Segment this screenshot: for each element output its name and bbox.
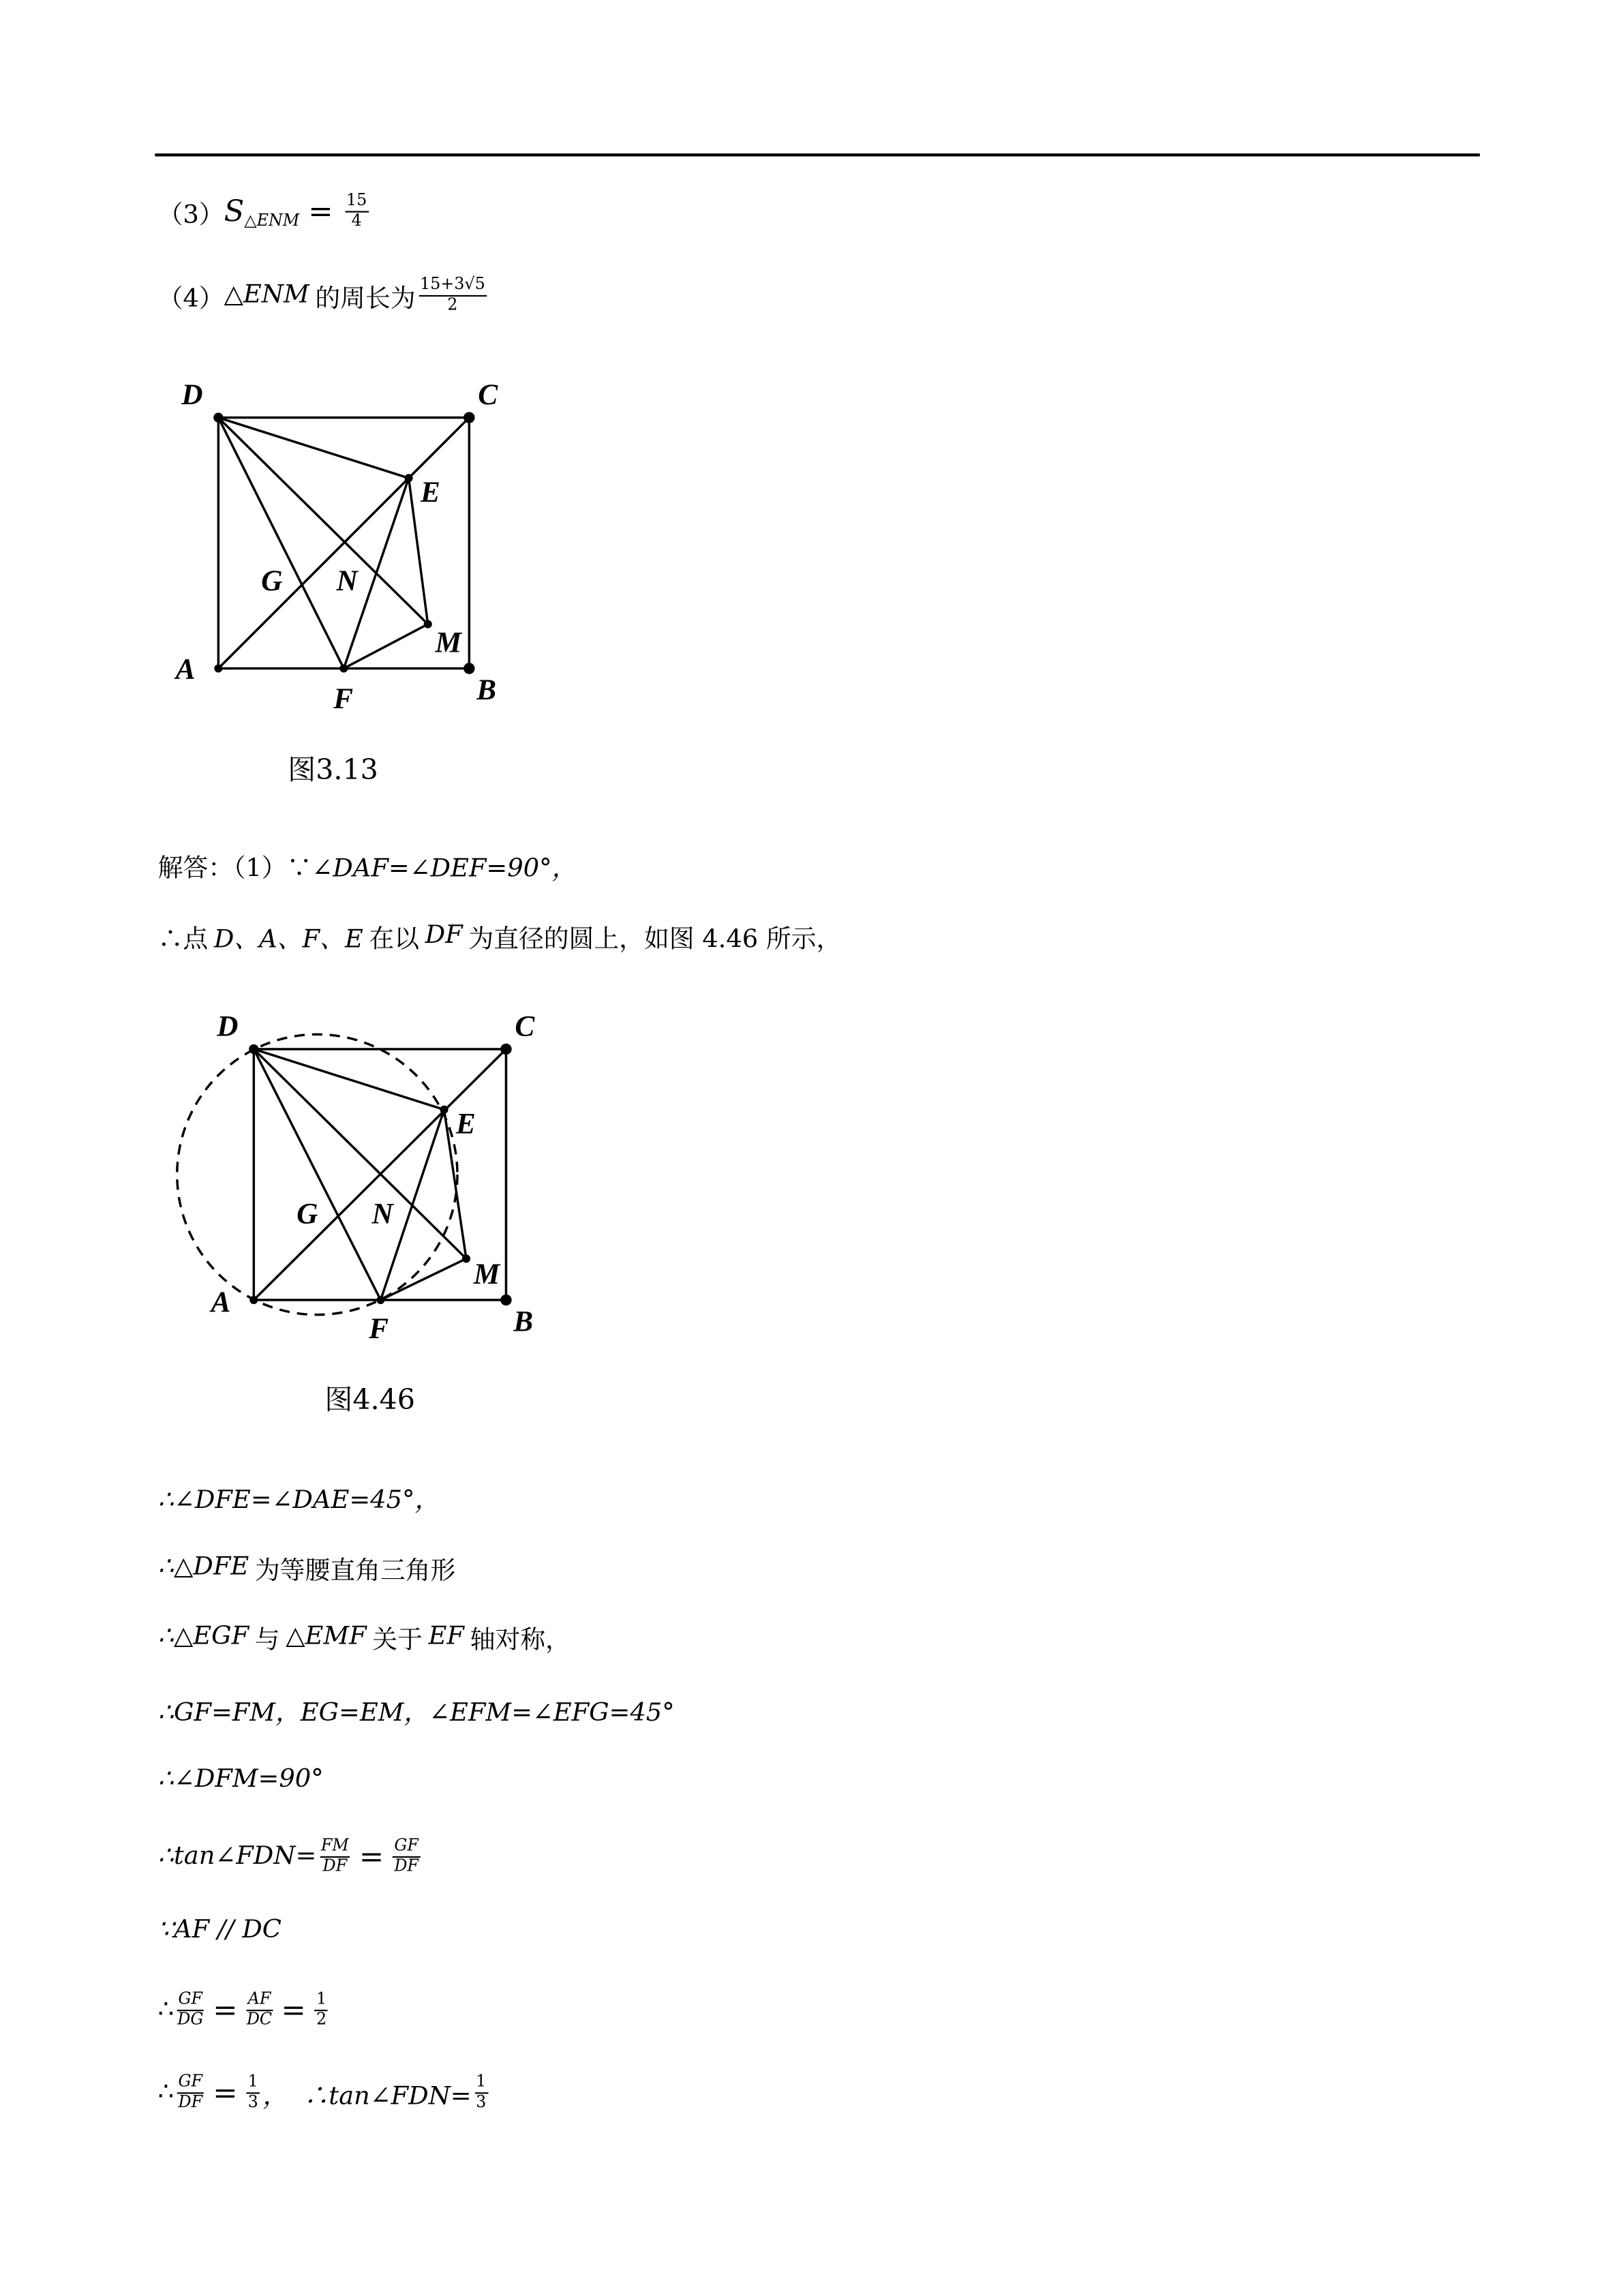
equals: =: [308, 193, 333, 229]
step-7: [158, 1901, 282, 1960]
math: ∴tan∠FDN=: [157, 1841, 317, 1871]
label-d: D: [217, 1010, 239, 1043]
text: 关于: [372, 1625, 423, 1655]
numerator: 15+3√5: [419, 275, 487, 296]
denominator: 4: [351, 210, 362, 230]
step-8: [158, 1980, 331, 2040]
text: 解答：（1）∵: [157, 854, 312, 883]
fraction: [247, 1991, 273, 2029]
denominator: 3: [476, 2091, 487, 2111]
numerator: FM: [320, 1837, 350, 1857]
step-9: [158, 2063, 491, 2122]
label-e: E: [455, 1107, 476, 1141]
segment-de: [254, 1049, 444, 1110]
item-label: （3）: [157, 200, 224, 230]
denominator: DF: [394, 1855, 419, 1875]
label-b: B: [476, 673, 497, 706]
figure-caption: 图4.46: [324, 1384, 415, 1417]
math: △EMF: [286, 1621, 367, 1652]
perimeter-text: 的周长为: [315, 284, 416, 314]
numerator: 15: [345, 192, 369, 212]
item-label: （4）: [157, 284, 224, 314]
math: DF: [425, 920, 463, 950]
equals: =: [281, 1992, 306, 2028]
step-6: [158, 1827, 423, 1886]
label-a: A: [175, 652, 196, 686]
segment-dm: [218, 418, 427, 624]
step-4: [158, 1679, 675, 1738]
solution-line-1: [158, 835, 577, 894]
label-f: F: [369, 1312, 389, 1346]
numerator: GF: [177, 1991, 204, 2011]
denominator: 2: [316, 2008, 327, 2029]
text: 为等腰直角三角形: [254, 1556, 456, 1586]
segment-df: [254, 1049, 380, 1300]
fraction: [320, 1837, 350, 1875]
denominator: DC: [246, 2008, 273, 2029]
label-b: B: [513, 1305, 534, 1338]
numerator: 1: [247, 2073, 260, 2094]
step-5: [158, 1750, 324, 1809]
text: 轴对称，: [470, 1625, 571, 1655]
equals: =: [213, 1992, 238, 2028]
fraction: [177, 2073, 204, 2112]
math: ∵AF // DC: [157, 1915, 282, 1945]
denominator: DF: [322, 1855, 348, 1875]
text: 与: [254, 1625, 280, 1655]
step-2: [158, 1537, 456, 1597]
triangle-name: △ENM: [224, 280, 309, 310]
segment-de: [218, 418, 408, 479]
fraction: [474, 2073, 487, 2112]
denominator: 2: [447, 294, 458, 314]
text: ∴点: [157, 924, 209, 954]
text: 为直径的圆上，如图 4.46 所示，: [468, 924, 842, 954]
fraction: [315, 1991, 328, 2029]
label-c: C: [478, 378, 498, 412]
therefore: ∴: [157, 1995, 175, 2025]
figure-4-46: [177, 1034, 511, 1314]
label-f: F: [333, 682, 354, 715]
area-symbol: S: [224, 193, 245, 229]
numerator: 1: [474, 2073, 487, 2094]
label-c: C: [515, 1010, 535, 1043]
denominator: DF: [178, 2091, 203, 2111]
area-subscript: △ENM: [244, 210, 300, 230]
label-m: M: [473, 1258, 500, 1291]
label-a: A: [211, 1286, 231, 1319]
math: ∴△EGF: [157, 1621, 249, 1652]
label-n: N: [336, 564, 358, 597]
equals: =: [213, 2074, 238, 2111]
math: EF: [428, 1621, 464, 1652]
equals: =: [359, 1838, 384, 1874]
step-3: [158, 1607, 571, 1666]
label-e: E: [420, 475, 440, 509]
label-n: N: [371, 1197, 393, 1230]
text: 在以: [369, 924, 419, 954]
label-g: G: [261, 564, 283, 597]
math: ∠DAF=∠DEF=90°，: [312, 854, 577, 883]
segment-df: [218, 418, 344, 669]
therefore: ∴: [157, 2077, 175, 2107]
numerator: GF: [393, 1837, 420, 1857]
math: ∴GF=FM，EG=EM，∠EFM=∠EFG=45°: [157, 1697, 675, 1727]
solution-line-2: [158, 906, 842, 965]
numerator: 1: [315, 1991, 328, 2011]
denominator: DG: [177, 2008, 204, 2029]
math: D、A、F、E: [213, 924, 363, 954]
fraction: [393, 1837, 420, 1875]
label-d: D: [181, 378, 203, 412]
numerator: AF: [247, 1991, 273, 2011]
numerator: GF: [177, 2073, 204, 2094]
math: ， ∴tan∠FDN=: [262, 2081, 472, 2111]
math: ∴∠DFM=90°: [157, 1764, 324, 1795]
fraction: [177, 1991, 204, 2029]
segment-dm: [254, 1049, 466, 1258]
denominator: 3: [247, 2091, 258, 2111]
label-g: G: [297, 1197, 318, 1230]
label-m: M: [435, 626, 462, 659]
fraction: [247, 2073, 260, 2112]
math: ∴∠DFE=∠DAE=45°，: [157, 1485, 440, 1515]
figure-caption: 图3.13: [288, 754, 378, 787]
math: ∴△DFE: [157, 1552, 249, 1582]
step-1: [158, 1467, 440, 1526]
